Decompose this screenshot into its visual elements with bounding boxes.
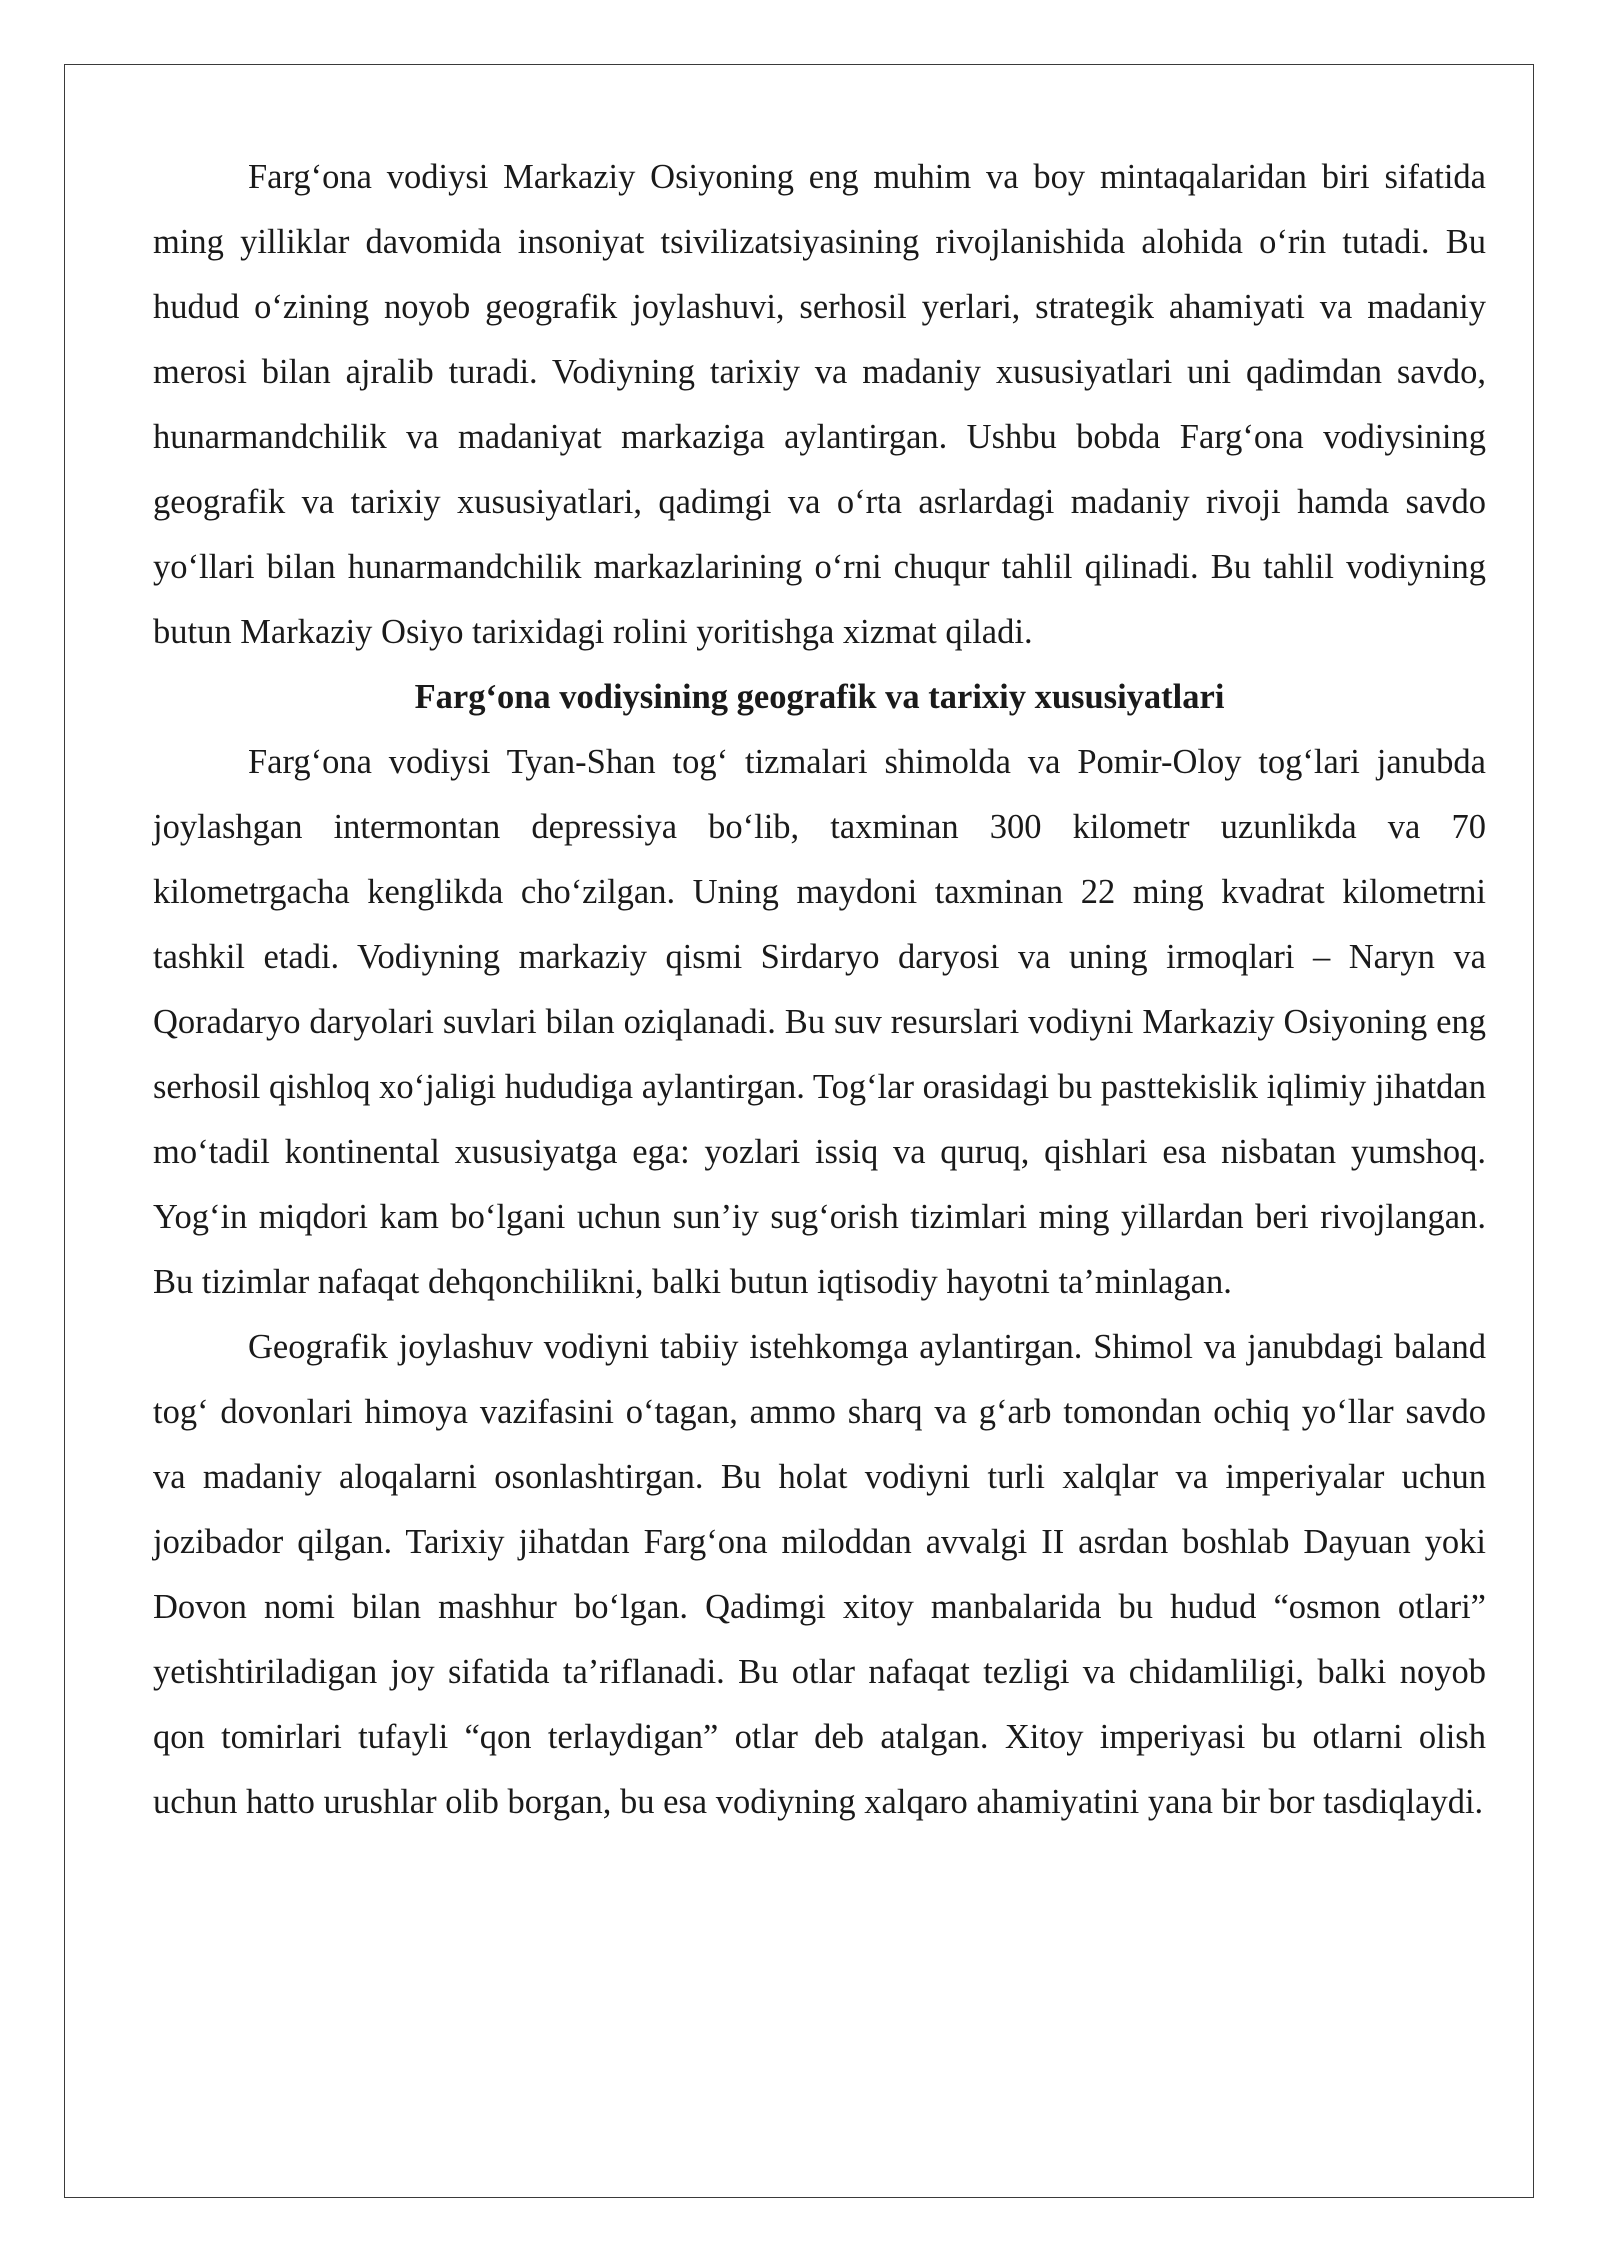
section-heading: Farg‘ona vodiysining geografik va tarixiy xususiyatlari bbox=[414, 678, 1225, 716]
geography-paragraph: Farg‘ona vodiysi Tyan-Shan tog‘ tizmalari shimolda va Pomir-Oloy tog‘lari janubda joylashgan intermontan depressiya bo‘lib, taxminan 300 kilometr uzunlikda va 70 kilometrgacha kenglikda cho‘zilgan. Uning maydoni taxminan 22 ming kvadrat kilometrni tashkil etadi. Vodiyning markaziy qismi Sirdaryo daryosi va uning irmoqlari – Naryn va Qoradaryo daryolari suvlari bilan oziqlanadi. Bu suv resurslari vodiyni Markaziy Osiyoning eng serhosil qishloq xo‘jaligi hududiga aylantirgan. Tog‘lar orasidagi bu pasttekislik iqlimiy jihatdan mo‘tadil kontinental xususiyatga ega: yozlari issiq va quruq, qishlari esa nisbatan yumshoq. Yog‘in miqdori kam bo‘lgani uchun sun’iy sug‘orish tizimlari ming yillardan beri rivojlangan. Bu tizimlar nafaqat dehqonchilikni, balki butun iqtisodiy hayotni ta’minlagan. bbox=[153, 743, 1486, 1301]
history-paragraph: Geografik joylashuv vodiyni tabiiy istehkomga aylantirgan. Shimol va janubdagi baland tog‘ dovonlari himoya vazifasini o‘tagan, ammo sharq va g‘arb tomondan ochiq yo‘llar savdo va madaniy aloqalarni osonlashtirgan. Bu holat vodiyni turli xalqlar va imperiyalar uchun jozibador qilgan. Tarixiy jihatdan Farg‘ona miloddan avvalgi II asrdan boshlab Dayuan yoki Dovon nomi bilan mashhur bo‘lgan. Qadimgi xitoy manbalarida bu hudud “osmon otlari” yetishtiriladigan joy sifatida ta’riflanadi. Bu otlar nafaqat tezligi va chidamliligi, balki noyob qon tomirlari tufayli “qon terlaydigan” otlar deb atalgan. Xitoy imperiyasi bu otlarni olish uchun hatto urushlar olib borgan, bu esa vodiyning xalqaro ahamiyatini yana bir bor tasdiqlaydi. bbox=[153, 1328, 1486, 1821]
document-body bbox=[153, 145, 1486, 1835]
intro-paragraph: Farg‘ona vodiysi Markaziy Osiyoning eng muhim va boy mintaqalaridan biri sifatida ming yilliklar davomida insoniyat tsivilizatsiyasining rivojlanishida alohida o‘rin tutadi. Bu hudud o‘zining noyob geografik joylashuvi, serhosil yerlari, strategik ahamiyati va madaniy merosi bilan ajralib turadi. Vodiyning tarixiy va madaniy xususiyatlari uni qadimdan savdo, hunarmandchilik va madaniyat markaziga aylantirgan. Ushbu bobda Farg‘ona vodiysining geografik va tarixiy xususiyatlari, qadimgi va o‘rta asrlardagi madaniy rivoji hamda savdo yo‘llari bilan hunarmandchilik markazlarining o‘rni chuqur tahlil qilinadi. Bu tahlil vodiyning butun Markaziy Osiyo tarixidagi rolini yoritishga xizmat qiladi. bbox=[153, 158, 1486, 651]
